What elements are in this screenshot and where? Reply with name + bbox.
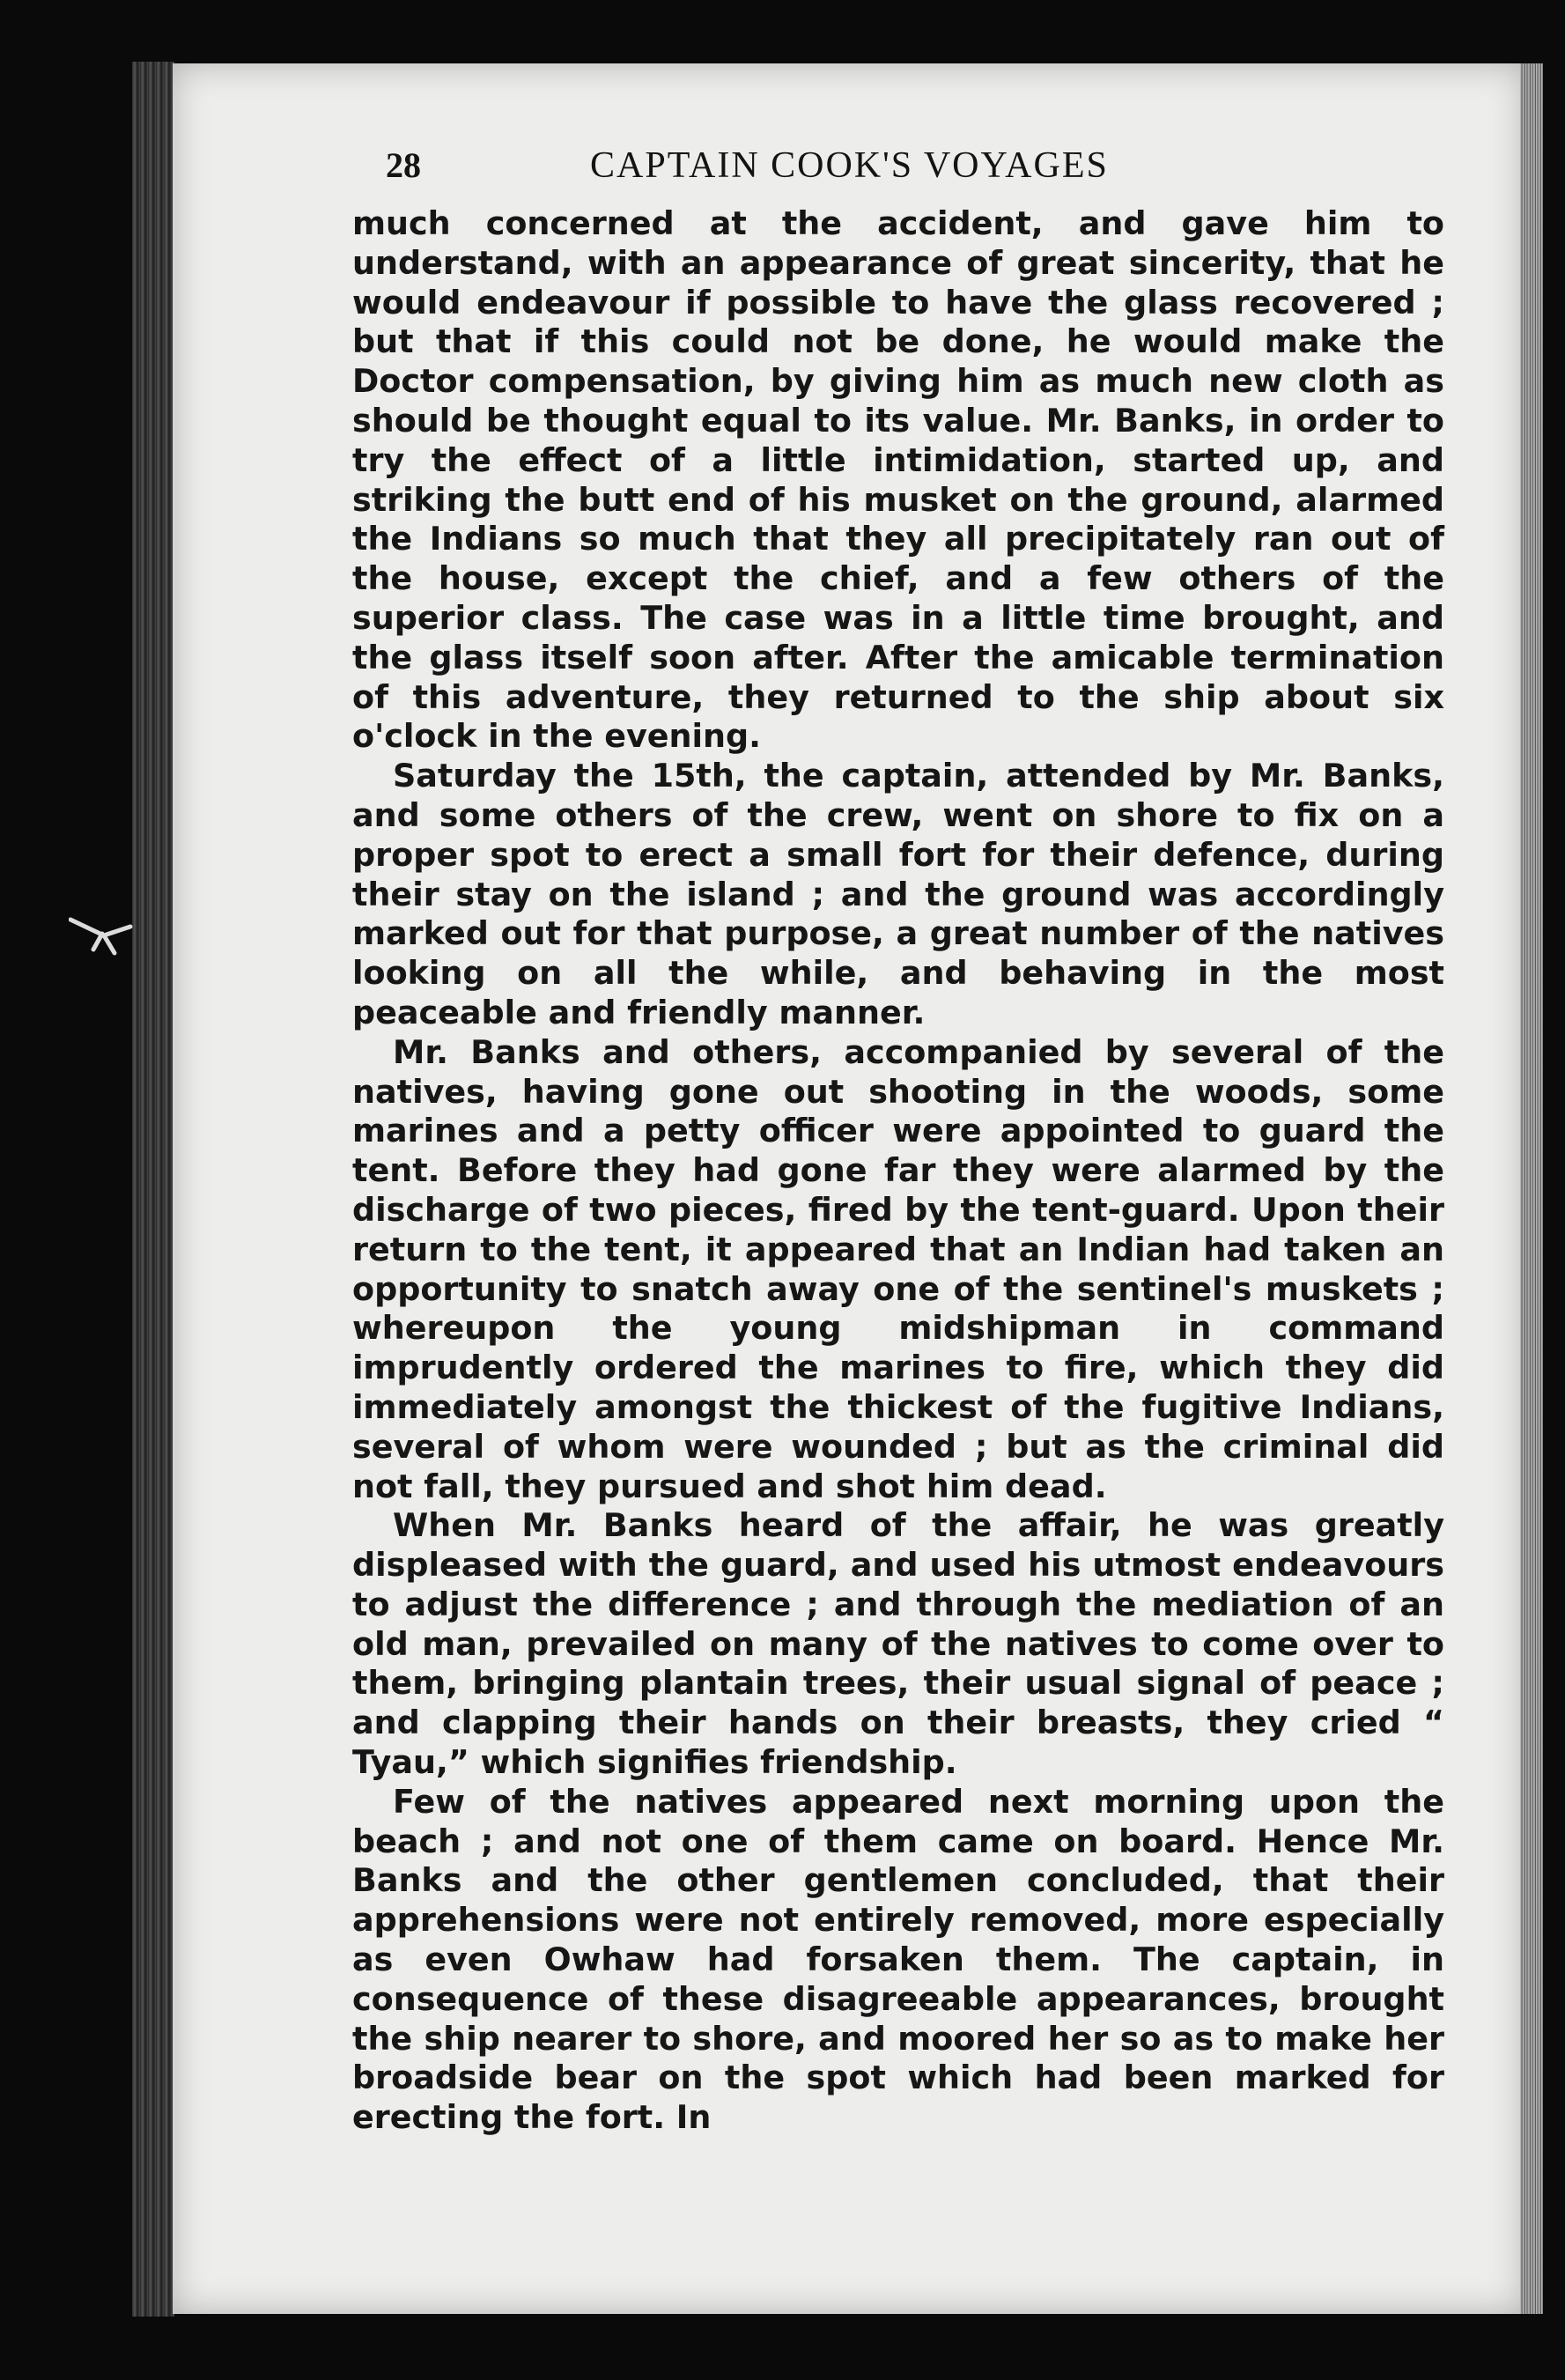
book-binding bbox=[132, 62, 174, 2317]
running-title: CAPTAIN COOK'S VOYAGES bbox=[590, 145, 1109, 186]
body-text bbox=[352, 204, 1444, 2138]
page-header bbox=[211, 141, 1444, 203]
paragraph: Saturday the 15th, the captain, attended by Mr. Banks, and some others of the crew, went on shore to fix on a proper spot to erect a small fort for their defence, during their stay on the island ; and the ground was accordingly marked out for that purpose, a great number of the natives looking on all the while, and behaving in the most peaceable and friendly manner. bbox=[352, 757, 1444, 1031]
paragraph: Mr. Banks and others, accompanied by several of the natives, having gone out shooting in the woods, some marines and a petty officer were appointed to guard the tent. Before they had gone far they were alarmed by the discharge of two pieces, fired by the tent-guard. Upon their return to the tent, it appeared that an Indian had taken an opportunity to snatch away one of the sentinel's muskets ; whereupon the young midshipman in command imprudently ordered the marines to fire, which they did immediately amongst the thickest of the fugitive Indians, several of whom were wounded ; but as the criminal did not fall, they pursued and shot him dead. bbox=[352, 1032, 1444, 1505]
paper-clip-icon bbox=[69, 907, 139, 960]
paragraph: When Mr. Banks heard of the affair, he was greatly displeased with the guard, and used his utmost endeavours to adjust the difference ; and through the mediation of an old man, prevailed on many of the natives to come over to them, bringing plantain trees, their usual signal of peace ; and clapping their hands on their breasts, they cried “ Tyau,” which signifies friendship. bbox=[352, 1506, 1444, 1782]
page-number: 28 bbox=[386, 145, 421, 185]
paragraph: Few of the natives appeared next morning upon the beach ; and not one of them came on board. Hence Mr. Banks and the other gentlemen concluded, that their apprehensions were not entirely removed, more especially as even Owhaw had forsaken them. The captain, in consequence of these disagreeable appearances, brought the ship nearer to shore, and moored her so as to make her broadside bear on the spot which had been marked for erecting the fort. In bbox=[352, 1782, 1444, 2137]
page-edge bbox=[1520, 63, 1543, 2314]
paragraph: much concerned at the accident, and gave him to understand, with an appearance of great sincerity, that he would endeavour if possible to have the glass recovered ; but that if this could not be done, he would make the Doctor compensation, by giving him as much new cloth as should be thought equal to its value. Mr. Banks, in order to try the effect of a little intimidation, started up, and striking the butt end of his musket on the ground, alarmed the Indians so much that they all precipitately ran out of the house, except the chief, and a few others of the superior class. The case was in a little time brought, and the glass itself soon after. After the amicable termination of this adventure, they returned to the ship about six o'clock in the evening. bbox=[352, 204, 1444, 756]
